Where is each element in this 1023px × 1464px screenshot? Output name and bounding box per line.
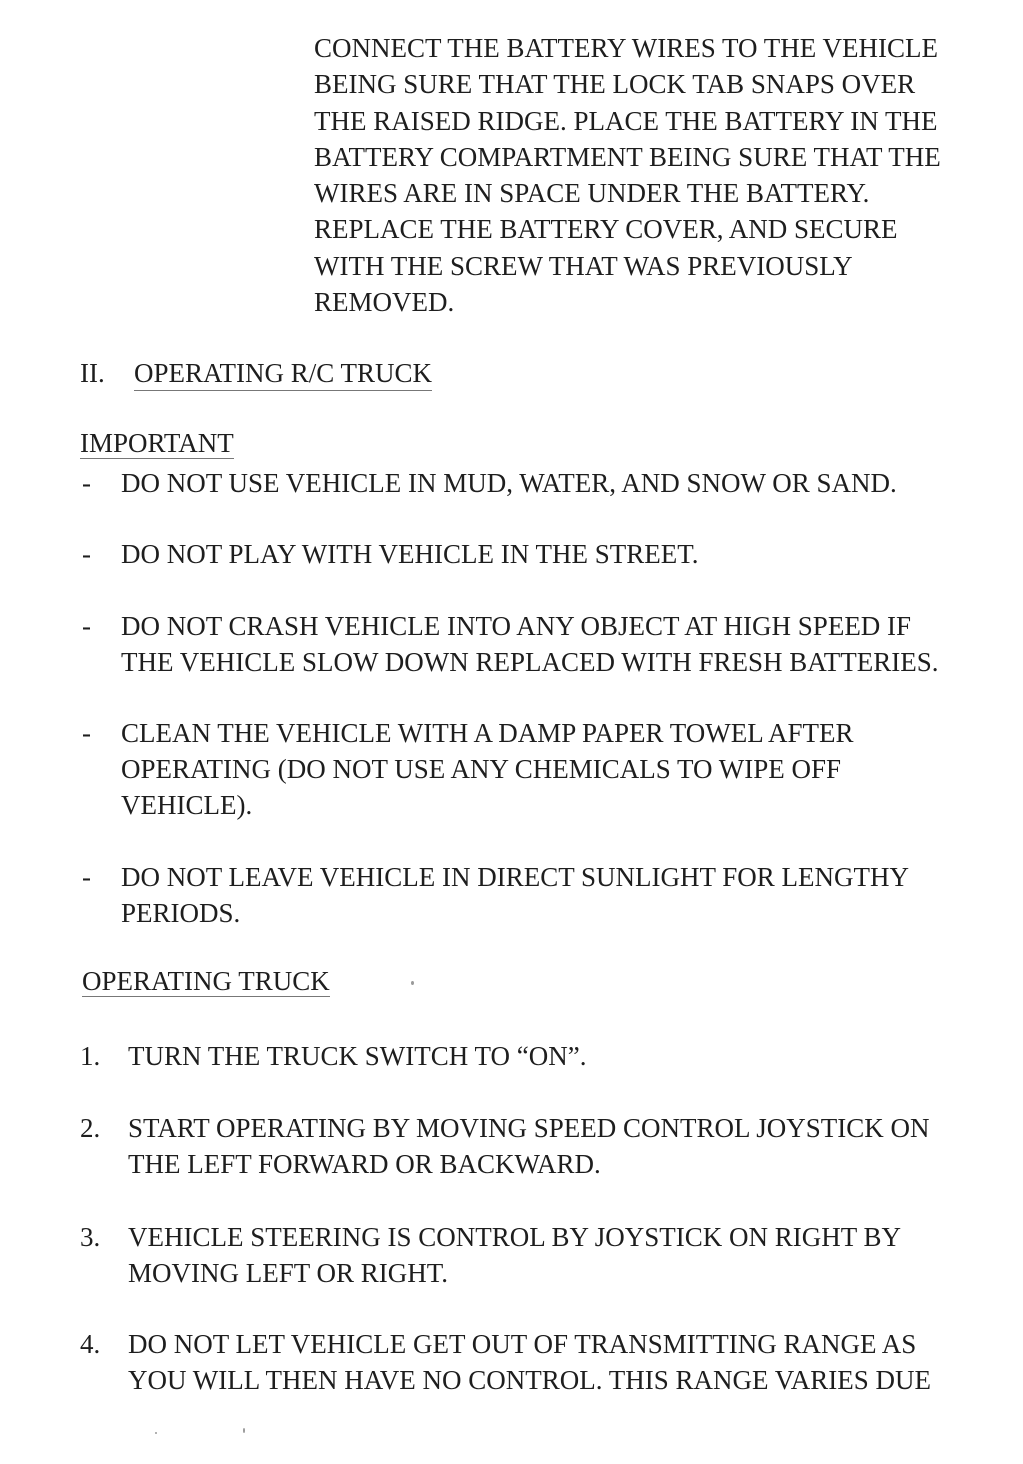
- item-line: DO NOT CRASH VEHICLE INTO ANY OBJECT AT HIGH SPEED IF: [121, 611, 912, 641]
- intro-line: REMOVED.: [314, 287, 455, 318]
- intro-paragraph: [314, 30, 994, 320]
- bullet-dash: -: [82, 862, 91, 892]
- important-item-text: [121, 715, 854, 823]
- step-number: 3.: [80, 1222, 101, 1252]
- step-line: TURN THE TRUCK SWITCH TO “ON”.: [128, 1041, 587, 1071]
- step-line: MOVING LEFT OR RIGHT.: [128, 1258, 448, 1288]
- step-line: DO NOT LET VEHICLE GET OUT OF TRANSMITTING RANGE AS: [128, 1329, 917, 1359]
- section-heading: [80, 355, 432, 391]
- intro-line: BATTERY COMPARTMENT BEING SURE THAT THE: [314, 141, 941, 172]
- important-item-text: [121, 608, 938, 680]
- item-line: OPERATING (DO NOT USE ANY CHEMICALS TO WIPE OFF: [121, 754, 842, 784]
- step-text: [128, 1219, 901, 1291]
- step-text: [128, 1110, 930, 1182]
- step-number: 4.: [80, 1329, 101, 1359]
- important-item-text: [121, 465, 897, 501]
- item-line: DO NOT LEAVE VEHICLE IN DIRECT SUNLIGHT FOR LENGTHY: [121, 862, 909, 892]
- intro-line: WITH THE SCREW THAT WAS PREVIOUSLY: [314, 250, 853, 281]
- step-line: THE LEFT FORWARD OR BACKWARD.: [128, 1149, 601, 1179]
- item-line: DO NOT PLAY WITH VEHICLE IN THE STREET.: [121, 539, 699, 569]
- important-item-text: [121, 536, 698, 572]
- step-line: START OPERATING BY MOVING SPEED CONTROL JOYSTICK ON: [128, 1113, 930, 1143]
- intro-line: REPLACE THE BATTERY COVER, AND SECURE: [314, 214, 898, 245]
- section-title: OPERATING R/C TRUCK: [134, 358, 432, 391]
- item-line: VEHICLE).: [121, 790, 253, 820]
- step-text: [128, 1326, 931, 1398]
- scan-speck: [155, 1432, 157, 1434]
- intro-line: THE RAISED RIDGE. PLACE THE BATTERY IN THE: [314, 105, 938, 136]
- item-line: CLEAN THE VEHICLE WITH A DAMP PAPER TOWEL AFTER: [121, 718, 854, 748]
- item-line: THE VEHICLE SLOW DOWN REPLACED WITH FRESH BATTERIES.: [121, 647, 939, 677]
- intro-line: CONNECT THE BATTERY WIRES TO THE VEHICLE: [314, 33, 939, 63]
- section-number: II.: [80, 358, 105, 388]
- scan-speck: [243, 1428, 245, 1433]
- bullet-dash: -: [82, 611, 91, 641]
- step-text: [128, 1038, 587, 1074]
- important-item-text: [121, 859, 909, 931]
- intro-line: BEING SURE THAT THE LOCK TAB SNAPS OVER: [314, 69, 916, 100]
- step-number: 1.: [80, 1041, 101, 1071]
- step-number: 2.: [80, 1113, 101, 1143]
- operating-truck-heading: OPERATING TRUCK: [82, 966, 330, 996]
- item-line: DO NOT USE VEHICLE IN MUD, WATER, AND SNOW OR SAND.: [121, 468, 897, 498]
- item-line: PERIODS.: [121, 898, 241, 928]
- important-heading: IMPORTANT: [80, 428, 234, 458]
- bullet-dash: -: [82, 468, 91, 498]
- bullet-dash: -: [82, 539, 91, 569]
- bullet-dash: -: [82, 718, 91, 748]
- intro-line: WIRES ARE IN SPACE UNDER THE BATTERY.: [314, 178, 870, 209]
- scan-speck: [411, 981, 414, 985]
- step-line: VEHICLE STEERING IS CONTROL BY JOYSTICK ON RIGHT BY: [128, 1222, 901, 1252]
- step-line: YOU WILL THEN HAVE NO CONTROL. THIS RANGE VARIES DUE: [128, 1365, 931, 1395]
